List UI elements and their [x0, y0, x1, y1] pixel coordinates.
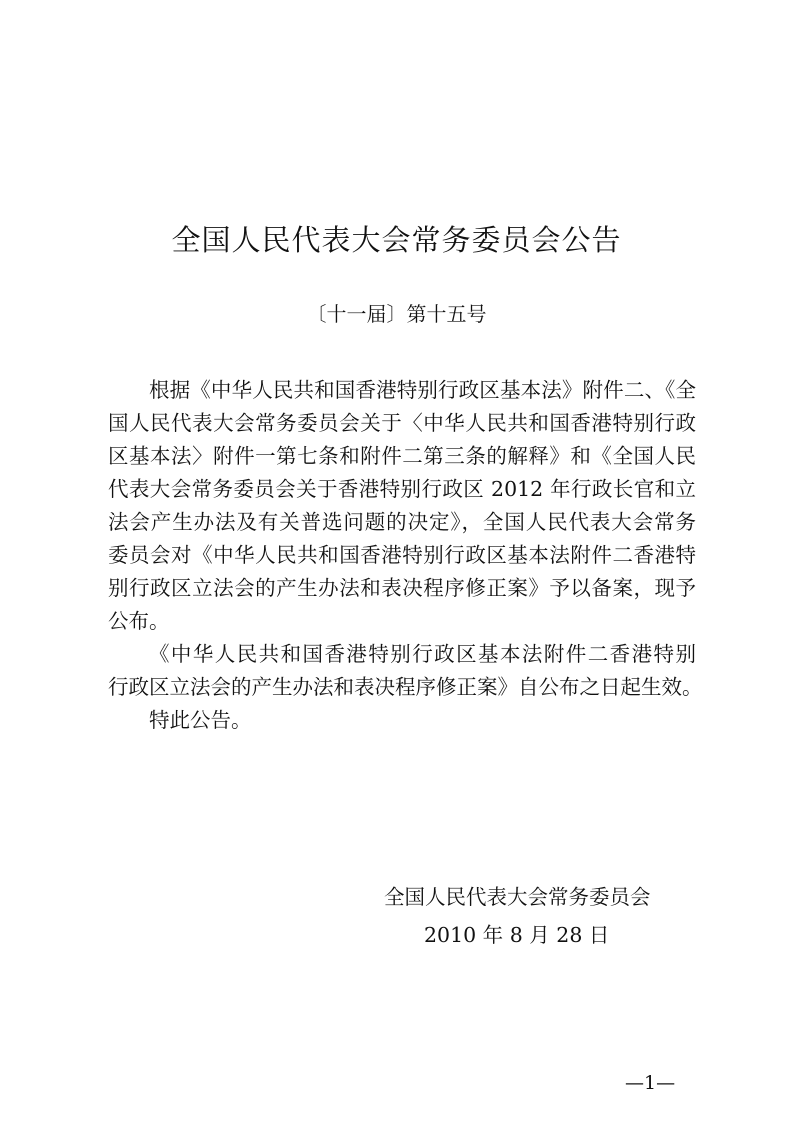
paragraph-line: 国人民代表大会常务委员会关于〈中华人民共和国香港特别行政 — [108, 411, 696, 435]
paragraph-2 — [108, 638, 703, 704]
document-title: 全国人民代表大会常务委员会公告 — [171, 223, 622, 257]
paragraph-line: 区基本法〉附件一第七条和附件二第三条的解释》和《全国人民 — [108, 444, 696, 468]
paragraph-line: 别行政区立法会的产生办法和表决程序修正案》予以备案，现予 — [108, 576, 696, 600]
page-number: —1— — [625, 1072, 676, 1094]
paragraph-line: 《中华人民共和国香港特别行政区基本法附件二香港特别 — [149, 642, 696, 666]
paragraph-3 — [108, 704, 696, 737]
paragraph-line: 委员会对《中华人民共和国香港特别行政区基本法附件二香港特 — [108, 543, 696, 567]
document-number: 〔十一届〕第十五号 — [306, 302, 487, 326]
paragraph-line: 根据《中华人民共和国香港特别行政区基本法》附件二、《全 — [149, 378, 696, 402]
paragraph-line: 法会产生办法及有关普选问题的决定》，全国人民代表大会常务 — [108, 510, 696, 534]
document-body — [108, 374, 703, 737]
paragraph-line: 行政区立法会的产生办法和表决程序修正案》自公布之日起生效。 — [108, 675, 703, 699]
paragraph-line: 特此公告。 — [149, 708, 252, 732]
signature-date: 2010 年 8 月 28 日 — [424, 923, 610, 947]
paragraph-line: 代表大会常务委员会关于香港特别行政区 2012 年行政长官和立 — [108, 477, 696, 501]
paragraph-line: 公布。 — [108, 609, 170, 633]
signature-organization: 全国人民代表大会常务委员会 — [384, 885, 651, 909]
paragraph-1 — [108, 374, 696, 638]
